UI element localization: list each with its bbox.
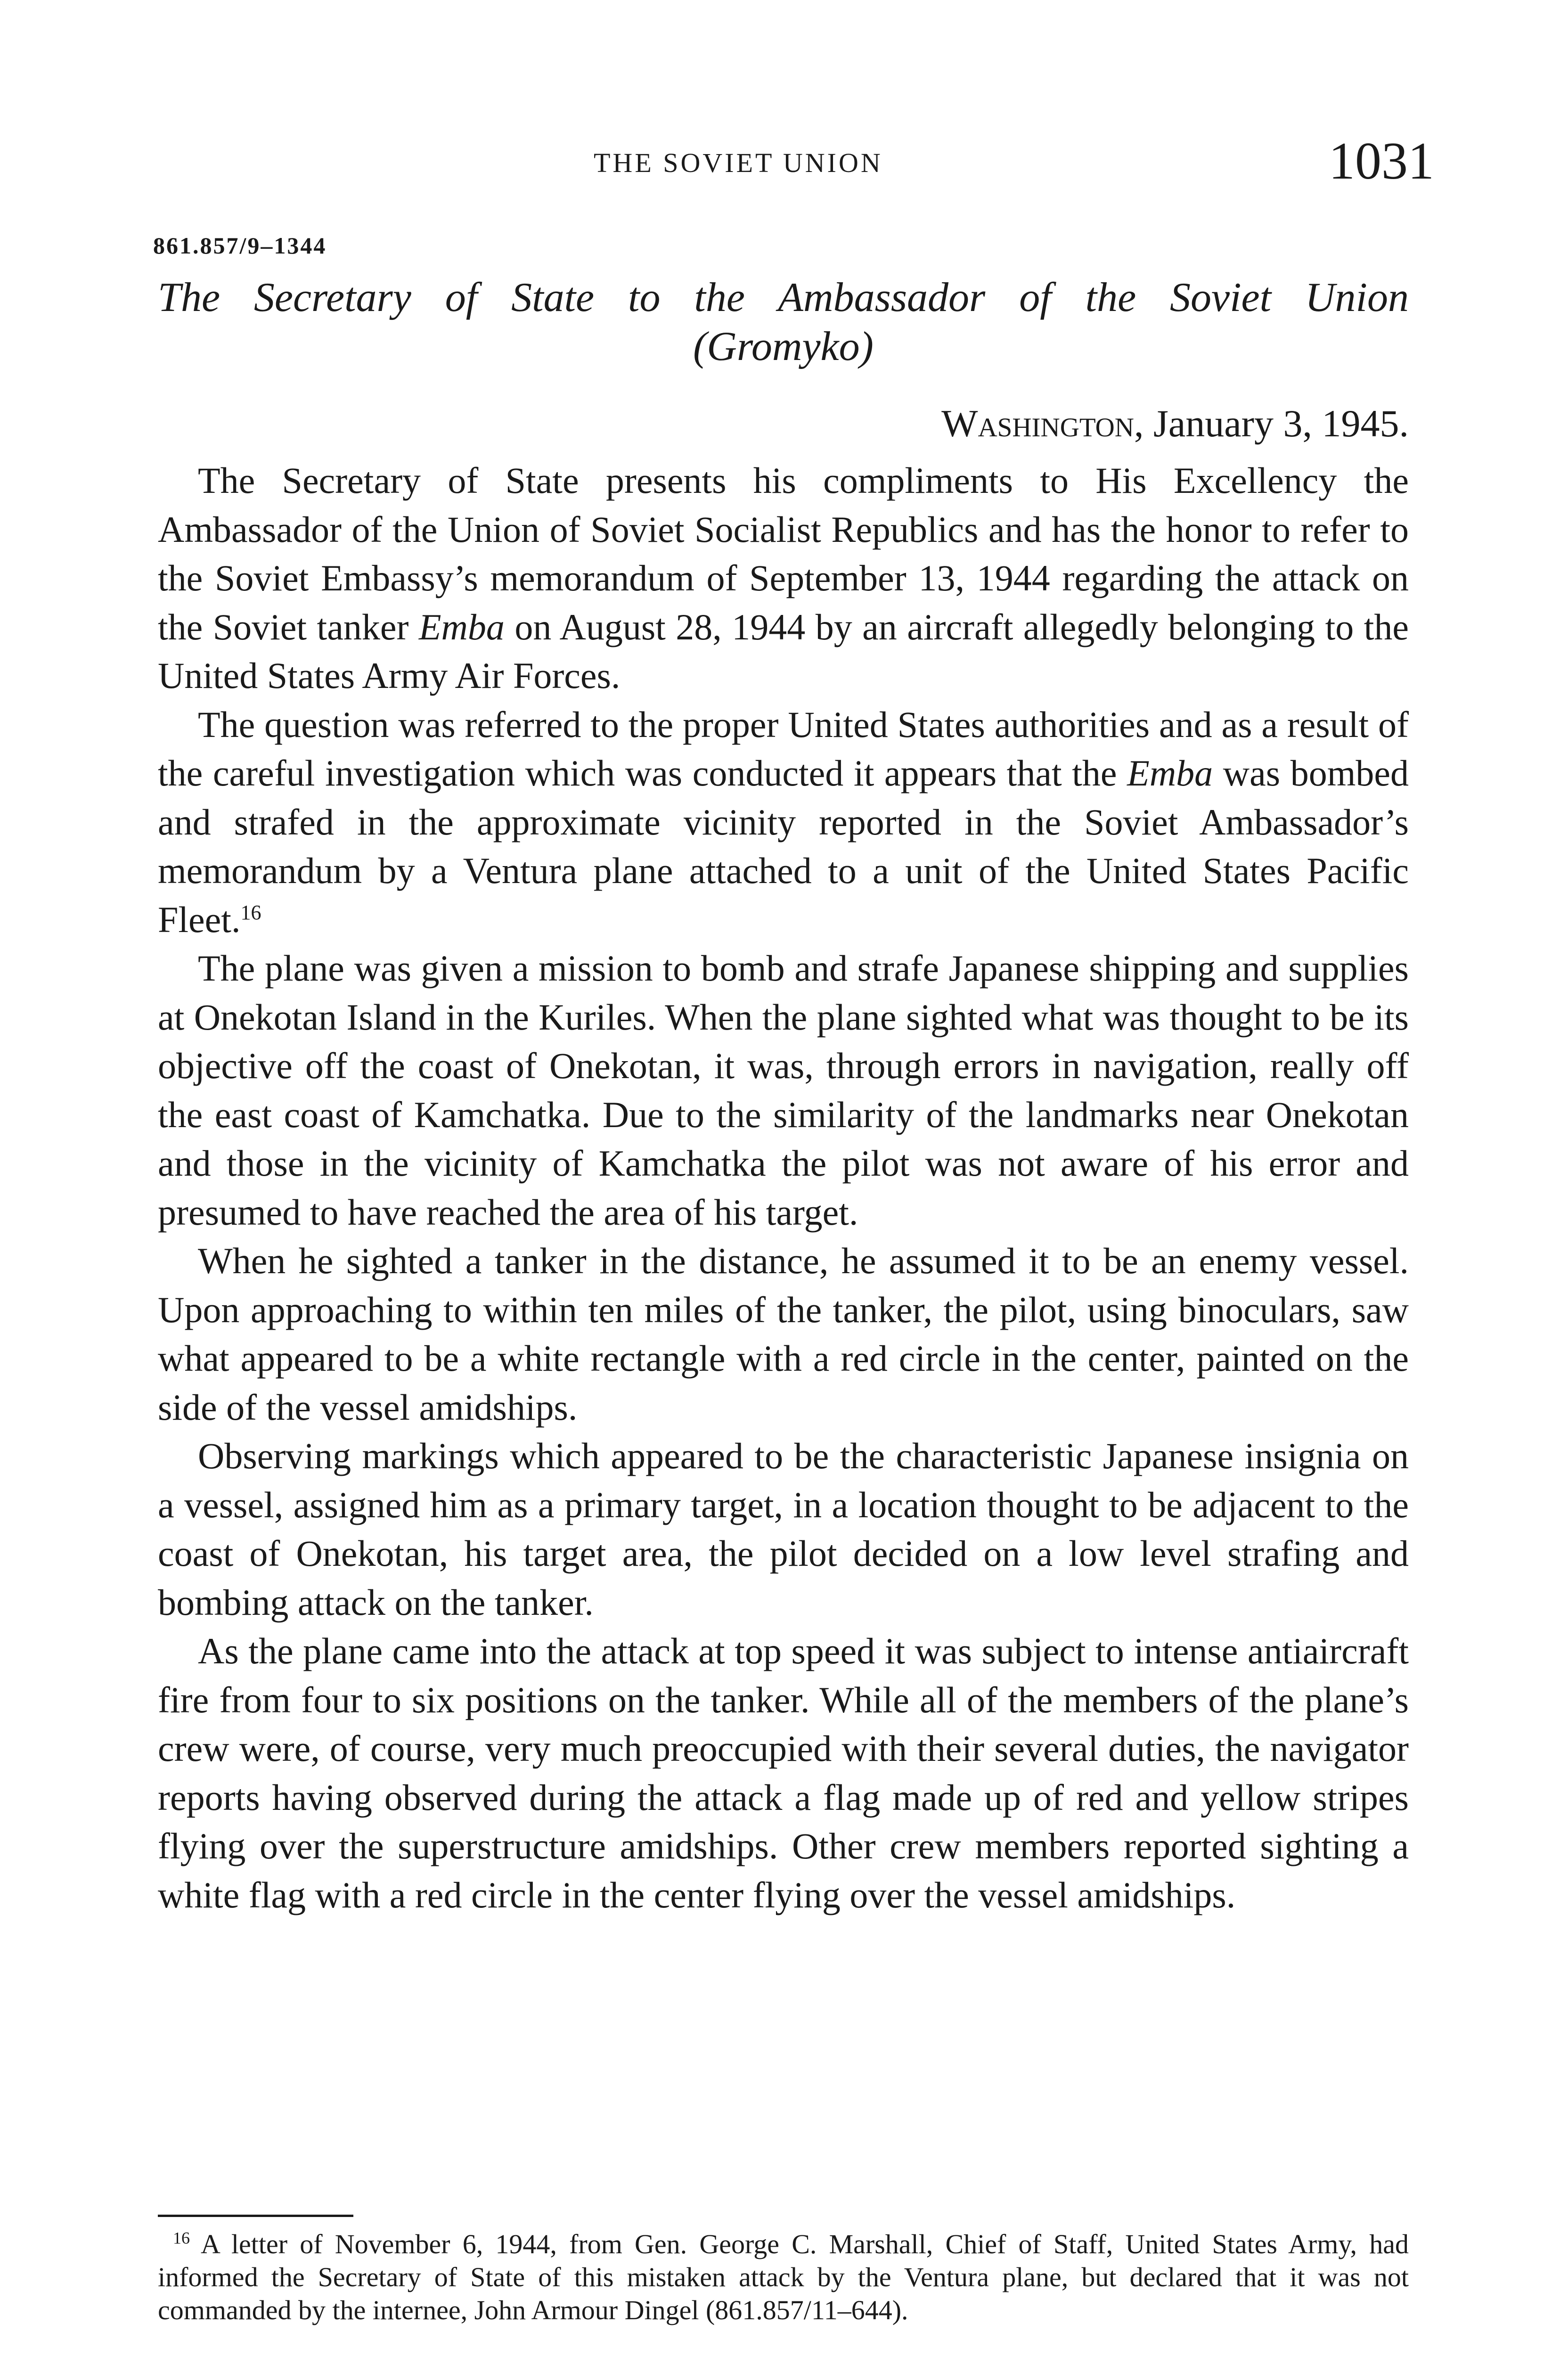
paragraph-2-text-a: The question was referred to the proper United States authorities and as a result of the careful investigation which was conducted it appears that the xyxy=(158,704,1409,794)
paragraph-5: Observing markings which appeared to be the characteristic Japanese insignia on a vessel, assigned him as a primary target, in a location thought to be adjacent to the coast of Onekotan, his target area, the pilot decided on a low level strafing and bombing attack on the tanker. xyxy=(158,1435,1409,1623)
heading-line-2: (Gromyko) xyxy=(693,324,874,369)
footnote-marker: 16 xyxy=(173,2228,190,2248)
footnote-16 xyxy=(158,2228,1409,2327)
footnote-text: A letter of November 6, 1944, from Gen. George C. Marshall, Chief of Staff, United States Army, had informed the Secretary of State of this mistaken attack by the Ventura plane, but declared that it was not commanded by the internee, John Armour Dingel (861.857/11–644). xyxy=(158,2229,1409,2325)
running-title: THE SOVIET UNION xyxy=(594,147,883,178)
paragraph-4: When he sighted a tanker in the distance, he assumed it to be an enemy vessel. Upon approaching to within ten miles of the tanker, the pilot, using binoculars, saw what appeared to be a white rectangle with a red circle in the center, painted on the side of the vessel amidships. xyxy=(158,1240,1409,1428)
paragraph-1-text-b: on August 28, 1944 by an aircraft allegedly belonging to the United States Army Air Forces. xyxy=(158,606,1409,696)
paragraph-1 xyxy=(158,456,1409,700)
footnote-divider xyxy=(158,2215,353,2217)
footnote-reference[interactable]: 16 xyxy=(240,900,261,924)
dateline-place: Washington, xyxy=(941,402,1144,445)
dateline xyxy=(0,401,1409,446)
paragraph-1-text-a: The Secretary of State presents his compliments to His Excellency the Ambassador of the Union of Soviet Socialist Republics and has the honor to refer to the Soviet Embassy’s memorandum of September 13, 1944 regarding the attack on the Soviet tanker xyxy=(158,460,1409,647)
letter-body xyxy=(158,456,1409,1919)
paragraph-6: As the plane came into the attack at top speed it was subject to intense antiaircraft fire from four to six positions on the tanker. While all of the members of the plane’s crew were, of course, very much preoccupied with their several duties, the navigator reports having observed during the attack a flag made up of red and yellow stripes flying over the superstructure amidships. Other crew members reported sighting a white flag with a red circle in the center flying over the vessel amidships. xyxy=(158,1630,1409,1915)
paragraph-2 xyxy=(158,700,1409,944)
page-number: 1031 xyxy=(1329,132,1434,190)
file-number: 861.857/9–1344 xyxy=(153,232,327,259)
running-header xyxy=(0,132,1568,193)
heading-line-1: The Secretary of State to the Ambassador of the Soviet Union xyxy=(158,275,1409,320)
paragraph-3: The plane was given a mission to bomb and strafe Japanese shipping and supplies at Onekotan Island in the Kuriles. When the plane sighted what was thought to be its objective off the coast of Onekotan, it was, through errors in navigation, really off the east coast of Kamchatka. Due to the similarity of the landmarks near Onekotan and those in the vicinity of Kamchatka the pilot was not aware of his error and presumed to have reached the area of his target. xyxy=(158,948,1409,1233)
ship-name: Emba xyxy=(418,606,505,647)
ship-name: Emba xyxy=(1127,753,1213,794)
paragraph-2-text-b: was bombed and strafed in the approximate vicinity reported in the Soviet Ambassador’s memorandum by a Ventura plane attached to a unit of the United States Pacific Fleet. xyxy=(158,753,1409,940)
dateline-date: January 3, 1945. xyxy=(1143,402,1409,445)
document-heading xyxy=(158,273,1409,371)
